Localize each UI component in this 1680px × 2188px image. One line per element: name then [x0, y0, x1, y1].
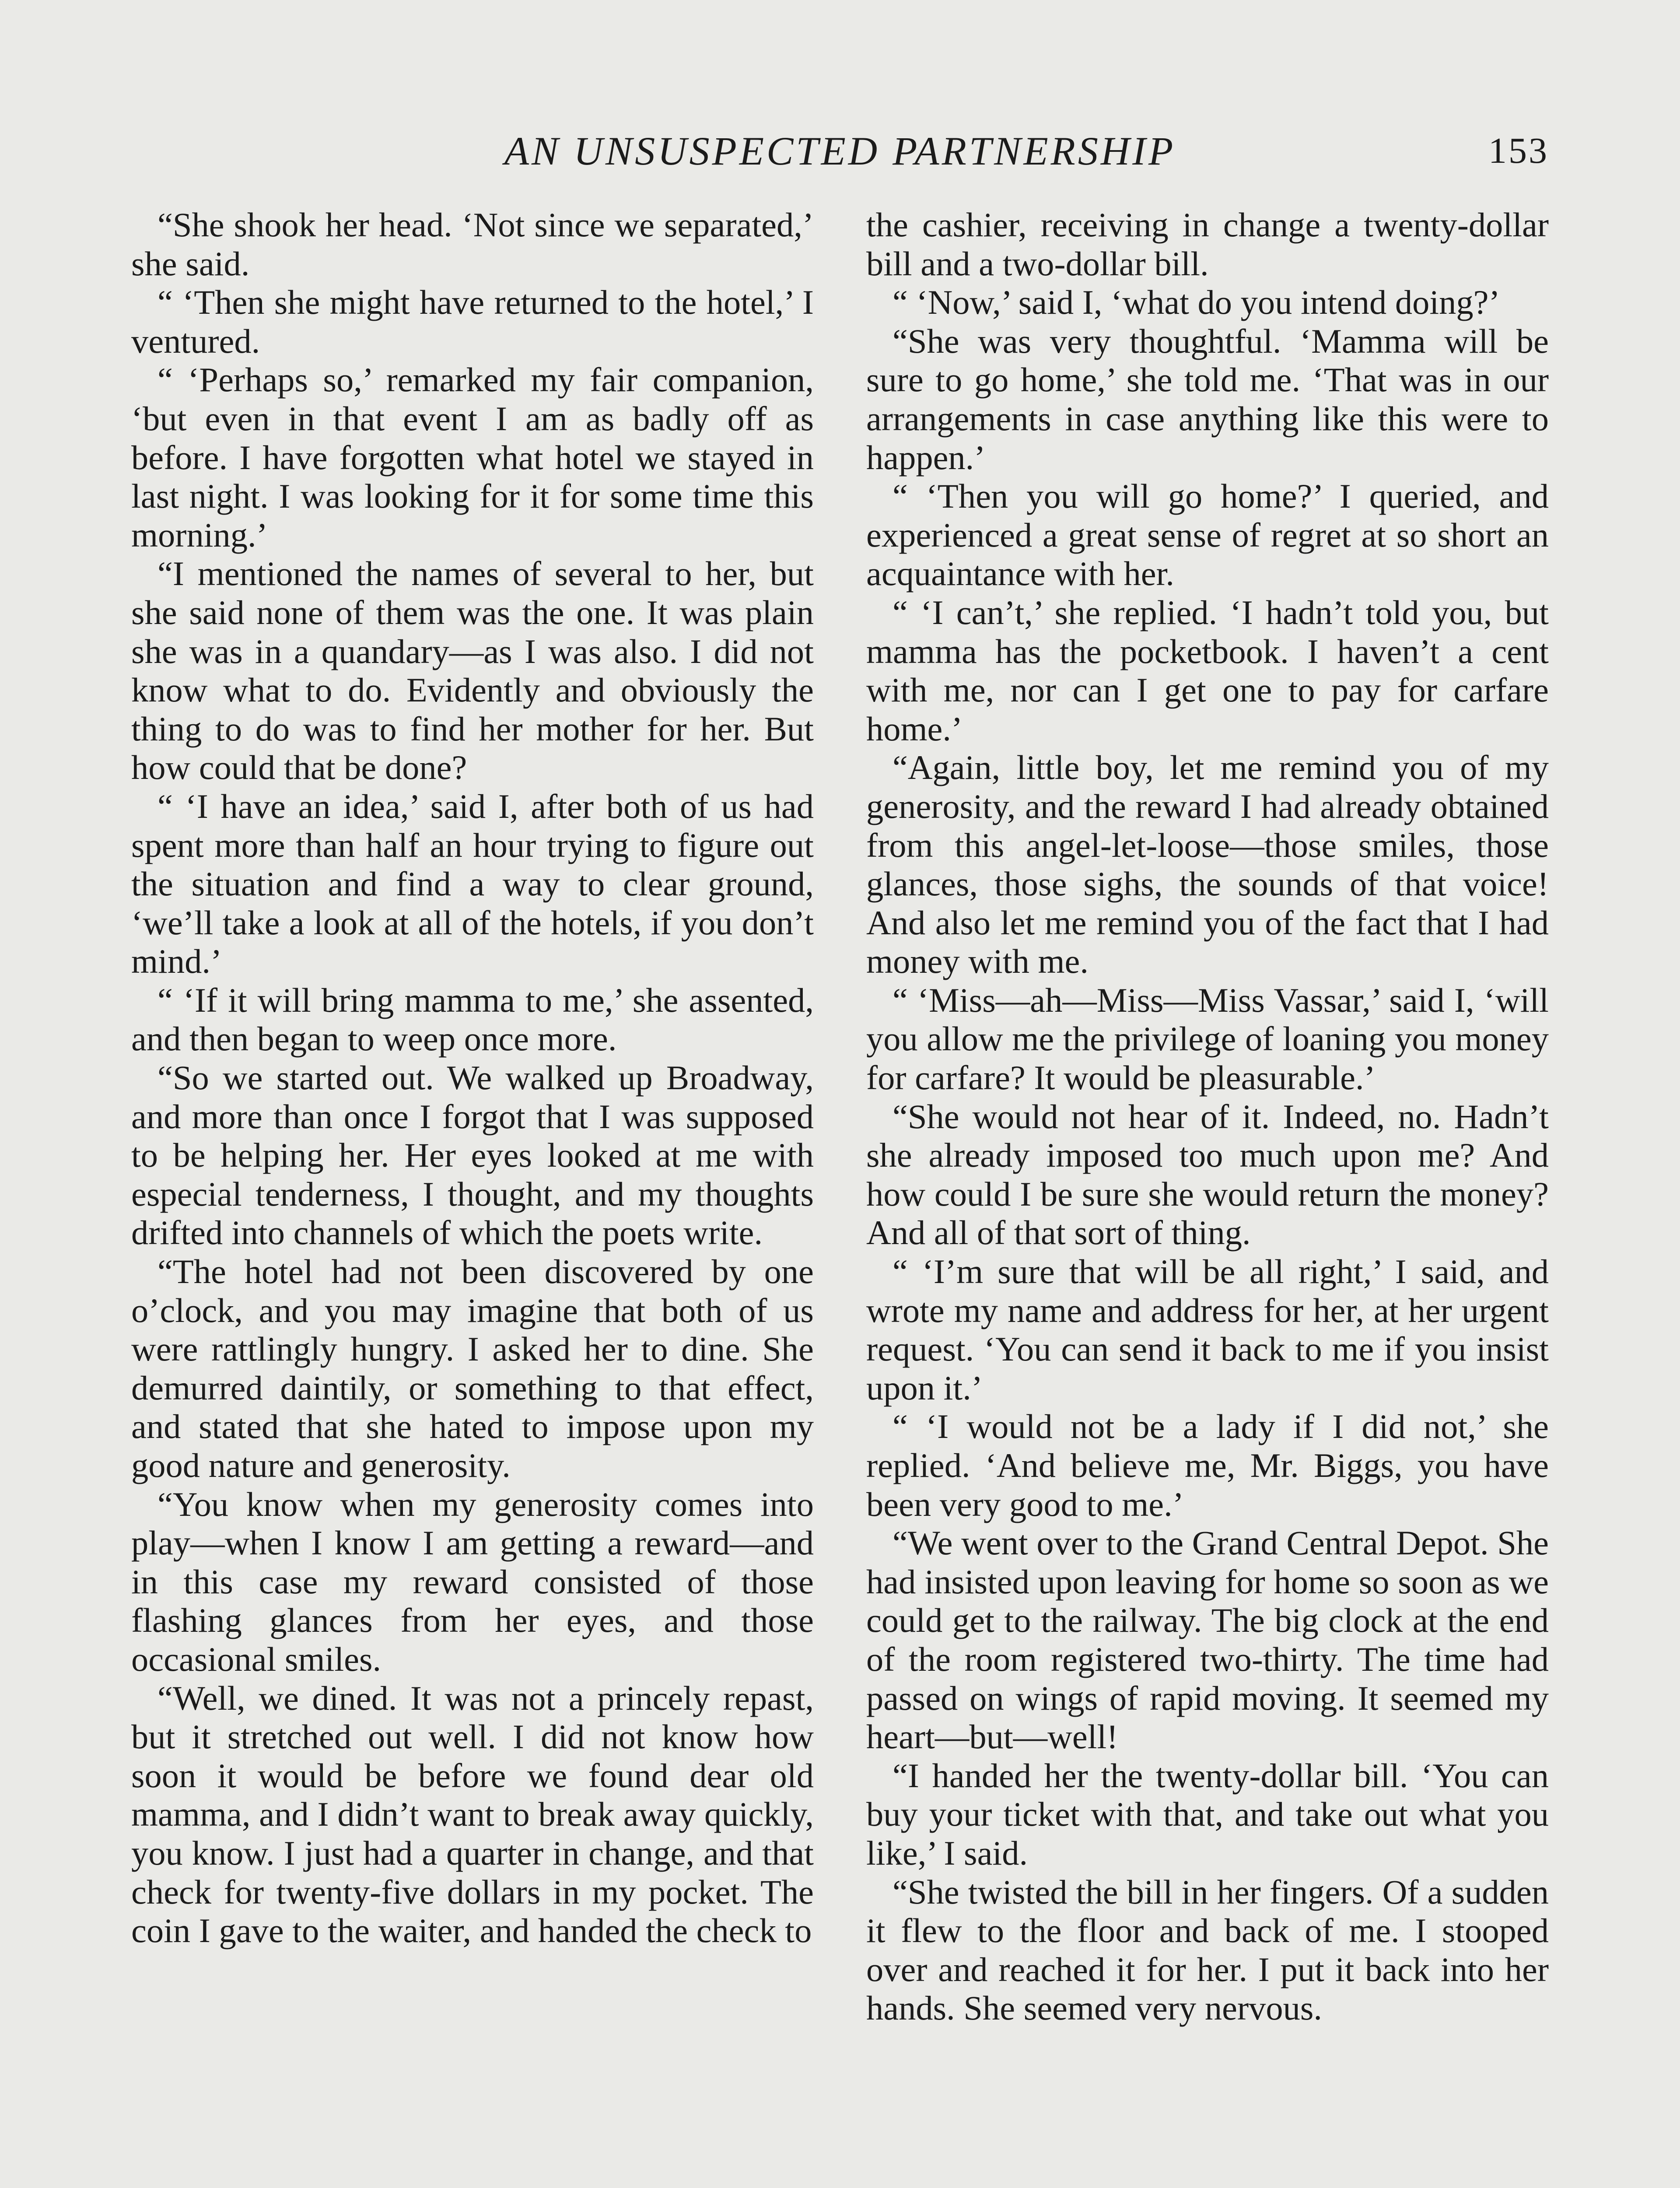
paragraph: “ ‘Then you will go home?’ I queried, and experienced a great sense of regret at so short an acquaintance with her. [866, 477, 1549, 593]
paragraph: “Well, we dined. It was not a princely repast, but it stretched out well. I did not know how soon it would be before we found dear old mamma, and I didn’t want to break away quickly, you know. I just had a quarter in change, and that check for twenty-five dollars in my pocket. The coin I gave to the waiter, and handed the check to [131, 1679, 814, 1950]
paragraph: “ ‘I have an idea,’ said I, after both of us had spent more than half an hour trying to figure out the situation and find a way to clear ground, ‘we’ll take a look at all of the hotels, if you don’t mind.’ [131, 787, 814, 981]
paragraph: “ ‘If it will bring mamma to me,’ she assented, and then began to weep once more. [131, 981, 814, 1058]
paragraph: “ ‘I can’t,’ she replied. ‘I hadn’t told you, but mamma has the pocketbook. I haven’t a cent with me, nor can I get one to pay for carfare home.’ [866, 593, 1549, 748]
paragraph: “ ‘Miss—ah—Miss—Miss Vassar,’ said I, ‘will you allow me the privilege of loaning you money for carfare? It would be pleasurable.’ [866, 981, 1549, 1097]
paragraph: “ ‘Now,’ said I, ‘what do you intend doing?’ [892, 283, 1500, 322]
right-column [866, 206, 1549, 2028]
text-columns [131, 206, 1549, 2028]
paragraph: “ ‘Then she might have returned to the hotel,’ I ventured. [131, 283, 814, 360]
paragraph: “You know when my generosity comes into play—when I know I am getting a reward—and in this case my reward consisted of those flashing glances from her eyes, and those occasional smiles. [131, 1485, 814, 1678]
paragraph: “She was very thoughtful. ‘Mamma will be sure to go home,’ she told me. ‘That was in our arrangements in case anything like this were to happen.’ [866, 322, 1549, 477]
paragraph: “ ‘I’m sure that will be all right,’ I said, and wrote my name and address for her, at her urgent request. ‘You can send it back to me if you insist upon it.’ [866, 1252, 1549, 1407]
paragraph: “I mentioned the names of several to her, but she said none of them was the one. It was plain she was in a quandary—as I was also. I did not know what to do. Evidently and obviously the thing to do was to find her mother for her. But how could that be done? [131, 554, 814, 787]
paragraph: “ ‘I would not be a lady if I did not,’ she replied. ‘And believe me, Mr. Biggs, you have been very good to me.’ [866, 1407, 1549, 1523]
paragraph: “Again, little boy, let me remind you of my generosity, and the reward I had already obtained from this angel-let-loose—those smiles, those glances, those sighs, the sounds of that voice! And also let me remind you of the fact that I had money with me. [866, 748, 1549, 981]
paragraph: “So we started out. We walked up Broadway, and more than once I forgot that I was supposed to be helping her. Her eyes looked at me with especial tenderness, I thought, and my thoughts drifted into channels of which the poets write. [131, 1059, 814, 1252]
paragraph: “She would not hear of it. Indeed, no. Hadn’t she already imposed too much upon me? And how could I be sure she would return the money? And all of that sort of thing. [866, 1097, 1549, 1252]
paragraph: “I handed her the twenty-dollar bill. ‘You can buy your ticket with that, and take out what you like,’ I said. [866, 1756, 1549, 1872]
paragraph: the cashier, receiving in change a twenty-dollar bill and a two-dollar bill. [866, 206, 1549, 283]
running-title: AN UNSUSPECTED PARTNERSHIP [504, 129, 1176, 173]
left-column [131, 206, 814, 2028]
page-number: 153 [1488, 130, 1549, 171]
paragraph: “We went over to the Grand Central Depot. She had insisted upon leaving for home so soon as we could get to the railway. The big clock at the end of the room registered two-thirty. The time had passed on wings of rapid moving. It seemed my heart—but—well! [866, 1524, 1549, 1756]
page-header [131, 125, 1549, 177]
paragraph: “The hotel had not been discovered by one o’clock, and you may imagine that both of us were rattlingly hungry. I asked her to dine. She demurred daintily, or something to that effect, and stated that she hated to impose upon my good nature and generosity. [131, 1252, 814, 1484]
paragraph: “ ‘Perhaps so,’ remarked my fair companion, ‘but even in that event I am as badly off as before. I have forgotten what hotel we stayed in last night. I was looking for it for some time this morning.’ [131, 361, 814, 554]
paragraph: “She twisted the bill in her fingers. Of a sudden it flew to the floor and back of me. I stooped over and reached it for her. I put it back into her hands. She seemed very nervous. [866, 1872, 1549, 2027]
paragraph: “She shook her head. ‘Not since we separated,’ she said. [131, 206, 814, 283]
